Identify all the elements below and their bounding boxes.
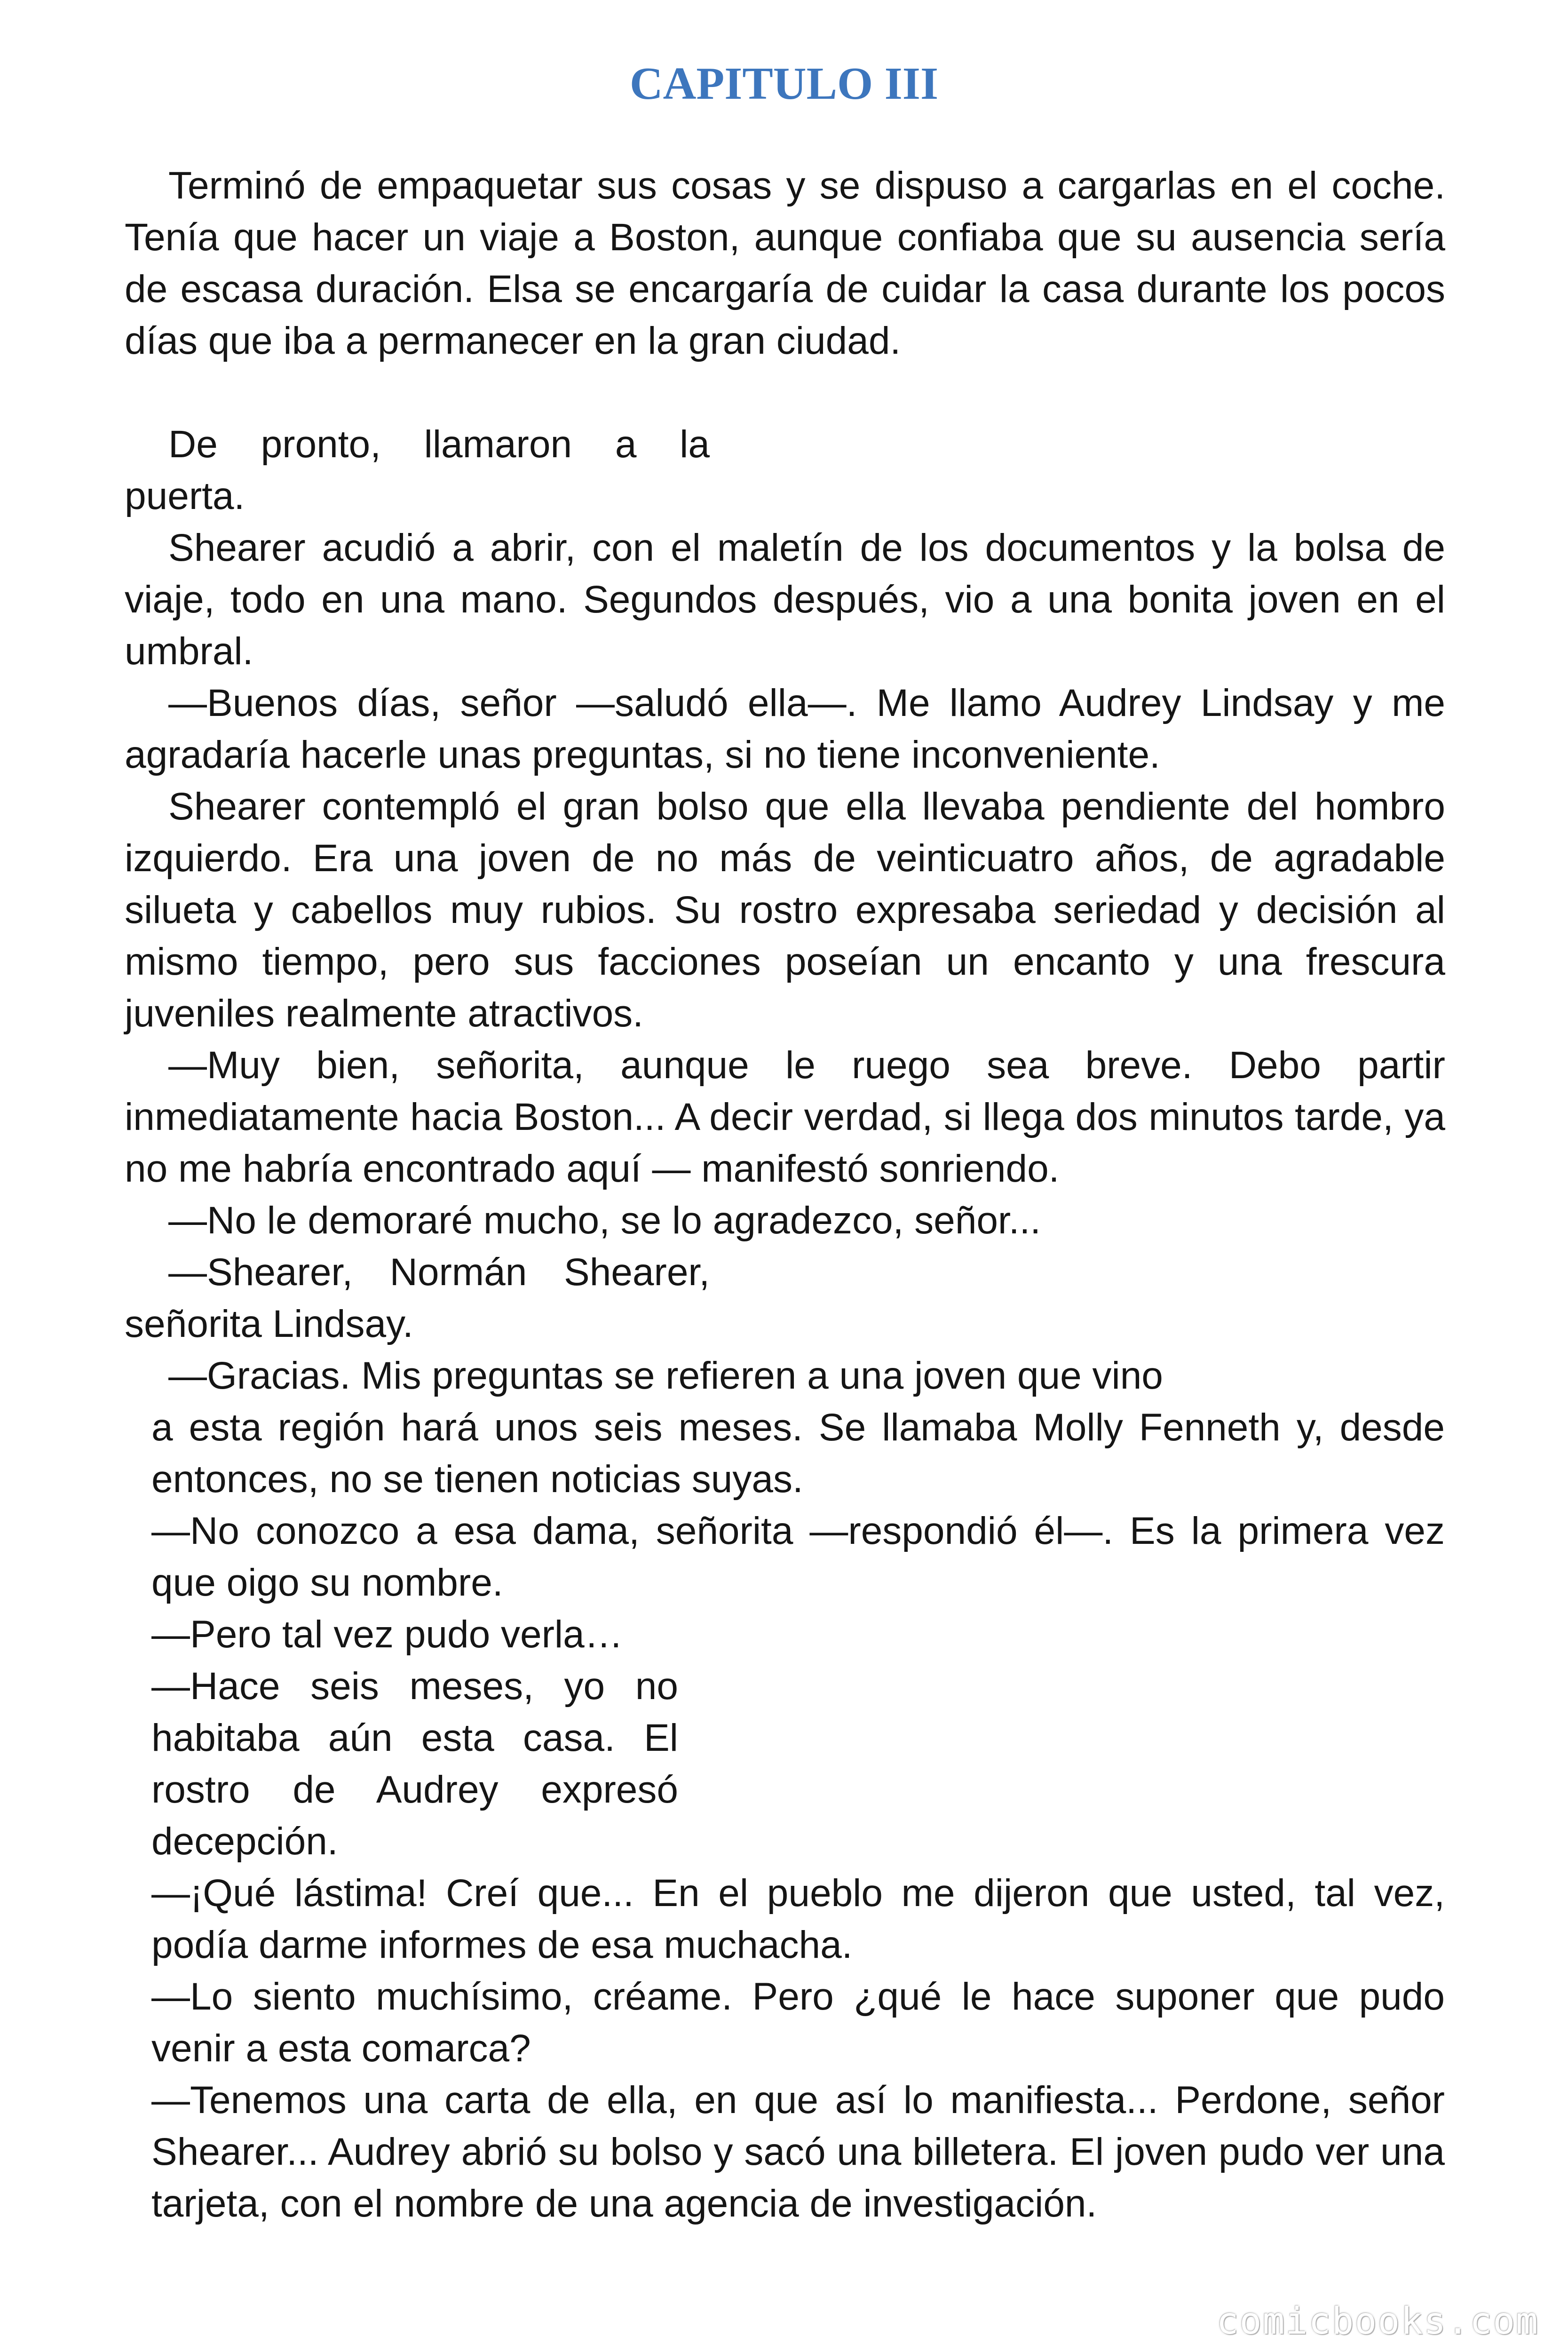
paragraph: —¡Qué lástima! Creí que... En el pueblo me dijeron que usted, tal vez, podía darme informes de esa muchacha. [151, 1872, 1445, 1966]
paragraph: —Gracias. Mis preguntas se refieren a una joven que vino [168, 1354, 1163, 1397]
paragraph: Shearer acudió a abrir, con el maletín de los documentos y la bolsa de viaje, todo en una mano. Segundos después, vio a una bonita joven en el umbral. [125, 526, 1445, 673]
site-watermark: comicbooks.com [1216, 2300, 1539, 2343]
paragraph: —Lo siento muchísimo, créame. Pero ¿qué le hace suponer que pudo venir a esta comarca? [151, 1975, 1445, 2070]
paragraph: —Hace seis meses, yo no habitaba aún esta casa. El rostro de Audrey expresó decepción. [151, 1665, 678, 1863]
paragraph: Terminó de empaquetar sus cosas y se dispuso a cargarlas en el coche. Tenía que hacer un viaje a Boston, aunque confiaba que su ausencia sería de escasa duración. Elsa se encargaría de cuidar la casa durante los pocos días que iba a permanecer en la gran ciudad. [125, 164, 1445, 362]
paragraph: a esta región hará unos seis meses. Se llamaba Molly Fenneth y, desde entonces, no se tienen noticias suyas. [151, 1406, 1445, 1501]
paragraph: Shearer contempló el gran bolso que ella llevaba pendiente del hombro izquierdo. Era una joven de no más de veinticuatro años, de agradable silueta y cabellos muy rubios. Su rostro expresaba seriedad y decisión al mismo tiempo, pero sus facciones poseían un encanto y una frescura juveniles realmente atractivos. [125, 785, 1445, 1035]
paragraph: —No conozco a esa dama, señorita —respondió él—. Es la primera vez que oigo su nombre. [151, 1510, 1445, 1604]
paragraph: —No le demoraré mucho, se lo agradezco, señor... [168, 1199, 1041, 1242]
paragraph: —Tenemos una carta de ella, en que así lo manifiesta... Perdone, señor Shearer... Audrey abrió su bolso y sacó una billetera. El joven pudo ver una tarjeta, con el nombre de una agencia de investigación. [151, 2079, 1445, 2225]
chapter-title: CAPITULO III [629, 58, 939, 109]
paragraph: —Pero tal vez pudo verla… [151, 1613, 623, 1656]
paragraph: —Buenos días, señor —saludó ella—. Me llamo Audrey Lindsay y me agradaría hacerle unas preguntas, si no tiene inconveniente. [125, 682, 1445, 776]
paragraph: —Muy bien, señorita, aunque le ruego sea breve. Debo partir inmediatamente hacia Boston... A decir verdad, si llega dos minutos tarde, ya no me habría encontrado aquí — manifestó sonriendo. [125, 1044, 1445, 1190]
paragraph: —Shearer, Normán Shearer, señorita Lindsay. [125, 1251, 710, 1345]
paragraph: De pronto, llamaron a la puerta. [125, 423, 710, 517]
